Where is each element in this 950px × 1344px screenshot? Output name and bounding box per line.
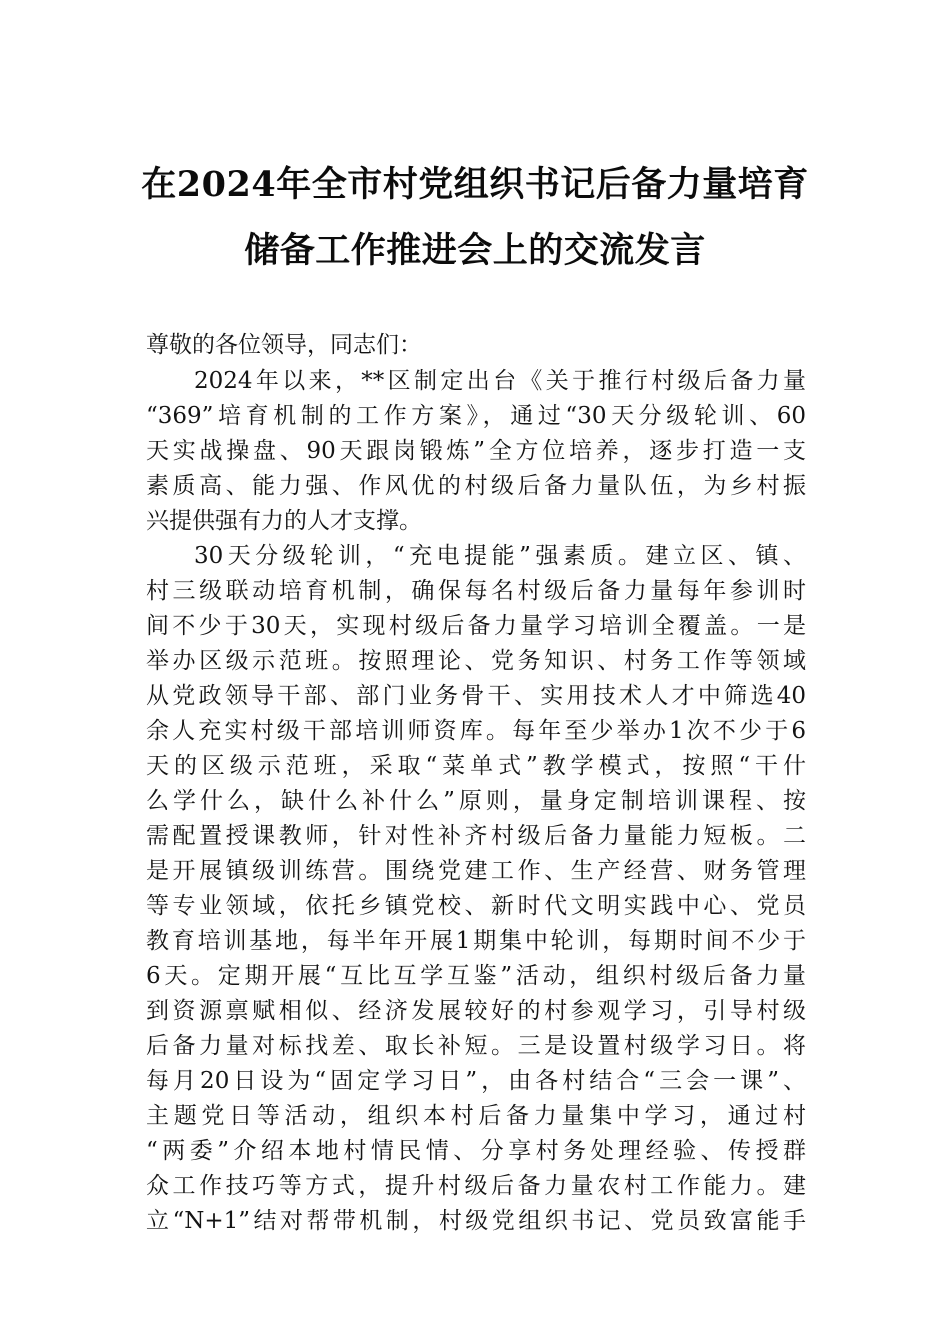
- paragraph-line: 兴提供强有力的人才支撑。: [146, 508, 422, 534]
- paragraph-line: 举办区级示范班。按照理论、党务知识、村务工作等领域: [146, 648, 806, 674]
- paragraph-line: 立“N+1”结对帮带机制，村级党组织书记、党员致富能手: [146, 1208, 806, 1234]
- paragraph-line: 从党政领导干部、部门业务骨干、实用技术人才中筛选40: [146, 683, 806, 709]
- paragraph-line: 到资源禀赋相似、经济发展较好的村参观学习，引导村级: [146, 998, 806, 1024]
- paragraph-line: 天实战操盘、90天跟岗锻炼”全方位培养，逐步打造一支: [146, 438, 806, 464]
- paragraph-line: 村三级联动培育机制，确保每名村级后备力量每年参训时: [146, 578, 806, 604]
- paragraph-line: 主题党日等活动，组织本村后备力量集中学习，通过村: [146, 1103, 806, 1129]
- salutation: 尊敬的各位领导，同志们：: [146, 332, 422, 358]
- paragraph-line: 每月20日设为“固定学习日”，由各村结合“三会一课”、: [146, 1068, 806, 1094]
- paragraph-line: 余人充实村级干部培训师资库。每年至少举办1次不少于6: [146, 718, 806, 744]
- paragraph-line: 么学什么，缺什么补什么”原则，量身定制培训课程、按: [146, 788, 806, 814]
- paragraph-line: 天的区级示范班，采取“菜单式”教学模式，按照“干什: [146, 753, 806, 779]
- paragraph-line: 教育培训基地，每半年开展1期集中轮训，每期时间不少于: [146, 928, 806, 954]
- paragraph-line: 6天。定期开展“互比互学互鉴”活动，组织村级后备力量: [146, 963, 806, 989]
- paragraph-line: 后备力量对标找差、取长补短。三是设置村级学习日。将: [146, 1033, 806, 1059]
- paragraph-line: 间不少于30天，实现村级后备力量学习培训全覆盖。一是: [146, 613, 806, 639]
- paragraph-line: 众工作技巧等方式，提升村级后备力量农村工作能力。建: [146, 1173, 806, 1199]
- paragraph-line: 是开展镇级训练营。围绕党建工作、生产经营、财务管理: [146, 858, 806, 884]
- paragraph-line: 等专业领域，依托乡镇党校、新时代文明实践中心、党员: [146, 893, 806, 919]
- paragraph-line: “两委”介绍本地村情民情、分享村务处理经验、传授群: [146, 1138, 806, 1164]
- paragraph-line: “369”培育机制的工作方案》，通过“30天分级轮训、60: [146, 403, 806, 429]
- document-title-line-1: 在2024年全市村党组织书记后备力量培育: [141, 164, 809, 205]
- document-title-line-2: 储备工作推进会上的交流发言: [244, 230, 706, 271]
- paragraph-line: 2024年以来，**区制定出台《关于推行村级后备力量: [194, 368, 806, 394]
- paragraph-line: 30天分级轮训，“充电提能”强素质。建立区、镇、: [194, 543, 806, 569]
- paragraph-line: 素质高、能力强、作风优的村级后备力量队伍，为乡村振: [146, 473, 806, 499]
- paragraph-line: 需配置授课教师，针对性补齐村级后备力量能力短板。二: [146, 823, 806, 849]
